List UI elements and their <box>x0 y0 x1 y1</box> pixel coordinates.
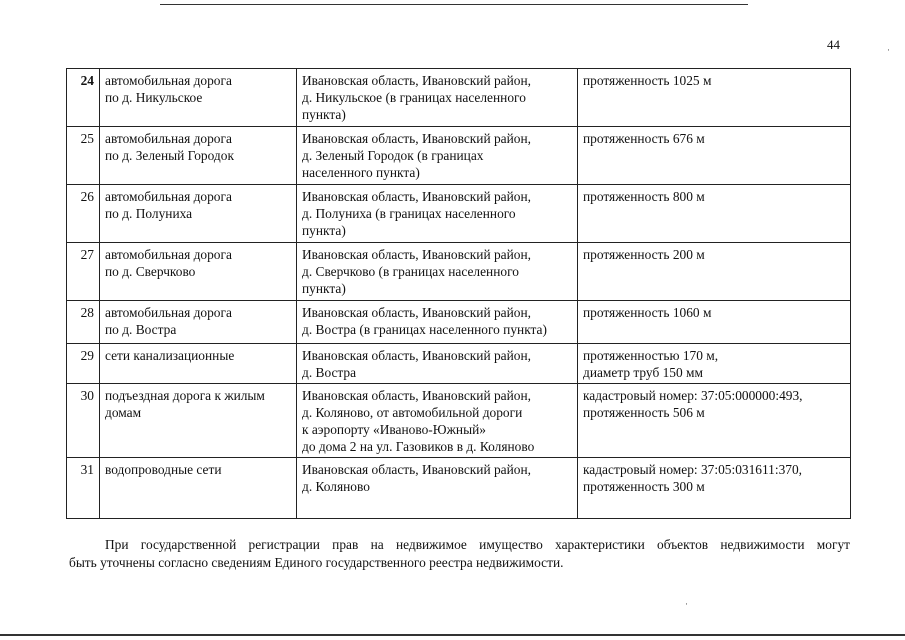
object-location-line: к аэропорту «Иваново-Южный» <box>302 422 486 437</box>
object-name-cell <box>100 69 297 127</box>
object-location-line: пункта) <box>302 281 346 296</box>
row-number: 25 <box>67 127 100 185</box>
footnote-line-1: При государственной регистрации прав на недвижимое имущество характеристики объектов недвижимости могут <box>105 537 850 552</box>
object-name-line: по д. Полуниха <box>105 206 193 221</box>
object-location-line: д. Сверчково (в границах населенного <box>302 264 519 279</box>
footnote-line-2: быть уточнены согласно сведениям Единого государственного реестра недвижимости. <box>69 555 564 570</box>
object-name-cell <box>100 458 297 519</box>
table-row <box>67 458 851 519</box>
object-name-cell <box>100 384 297 458</box>
object-location-line: пункта) <box>302 107 346 122</box>
table-row <box>67 127 851 185</box>
row-number: 29 <box>67 344 100 384</box>
object-location-line: до дома 2 на ул. Газовиков в д. Коляново <box>302 439 535 454</box>
object-location-cell <box>297 69 578 127</box>
bottom-rule <box>0 634 905 636</box>
object-characteristics-line: протяженность 506 м <box>583 405 705 420</box>
object-characteristics-cell <box>578 458 851 519</box>
object-location-line: Ивановская область, Ивановский район, <box>302 388 531 403</box>
object-name-cell <box>100 127 297 185</box>
object-characteristics-line: кадастровый номер: 37:05:000000:493, <box>583 388 803 403</box>
page-number: 44 <box>827 37 840 52</box>
object-characteristics-cell <box>578 185 851 243</box>
object-location-line: д. Коляново <box>302 479 370 494</box>
object-location-cell <box>297 344 578 384</box>
scan-speck: · <box>887 45 890 55</box>
object-name-cell <box>100 301 297 344</box>
object-name-line: автомобильная дорога <box>105 131 232 146</box>
object-location-line: д. Никульское (в границах населенного <box>302 90 526 105</box>
object-characteristics-line: протяженность 800 м <box>583 189 705 204</box>
table-row <box>67 185 851 243</box>
object-location-cell <box>297 384 578 458</box>
object-location-line: пункта) <box>302 223 346 238</box>
object-characteristics-cell <box>578 344 851 384</box>
object-name-line: сети канализационные <box>105 348 235 363</box>
object-location-line: Ивановская область, Ивановский район, <box>302 73 531 88</box>
footnote <box>69 536 850 572</box>
object-name-cell <box>100 185 297 243</box>
object-location-line: Ивановская область, Ивановский район, <box>302 131 531 146</box>
object-name-line: автомобильная дорога <box>105 189 232 204</box>
object-location-line: Ивановская область, Ивановский район, <box>302 348 531 363</box>
object-characteristics-line: протяженность 676 м <box>583 131 705 146</box>
row-number: 28 <box>67 301 100 344</box>
object-name-line: водопроводные сети <box>105 462 222 477</box>
object-characteristics-cell <box>578 243 851 301</box>
object-location-line: д. Полуниха (в границах населенного <box>302 206 516 221</box>
table-row <box>67 301 851 344</box>
table-row <box>67 243 851 301</box>
object-name-line: автомобильная дорога <box>105 73 232 88</box>
object-characteristics-cell <box>578 301 851 344</box>
object-name-line: автомобильная дорога <box>105 247 232 262</box>
object-name-line: по д. Сверчково <box>105 264 196 279</box>
objects-table <box>66 68 851 519</box>
object-name-line: домам <box>105 405 142 420</box>
object-name-line: по д. Никульское <box>105 90 203 105</box>
object-name-cell <box>100 344 297 384</box>
object-name-line: по д. Востра <box>105 322 177 337</box>
object-location-line: Ивановская область, Ивановский район, <box>302 305 531 320</box>
row-number: 31 <box>67 458 100 519</box>
top-rule <box>160 4 748 5</box>
object-location-cell <box>297 185 578 243</box>
table-row <box>67 69 851 127</box>
object-characteristics-cell <box>578 127 851 185</box>
row-number: 24 <box>67 69 100 127</box>
object-location-line: д. Коляново, от автомобильной дороги <box>302 405 523 420</box>
object-name-line: подъездная дорога к жилым <box>105 388 265 403</box>
row-number: 27 <box>67 243 100 301</box>
object-characteristics-line: протяженность 200 м <box>583 247 705 262</box>
object-characteristics-line: протяженность 1060 м <box>583 305 712 320</box>
object-characteristics-line: протяженность 1025 м <box>583 73 712 88</box>
object-location-cell <box>297 301 578 344</box>
object-location-line: Ивановская область, Ивановский район, <box>302 462 531 477</box>
object-name-cell <box>100 243 297 301</box>
object-location-line: населенного пункта) <box>302 165 420 180</box>
object-location-cell <box>297 458 578 519</box>
object-characteristics-cell <box>578 384 851 458</box>
objects-table-body <box>67 69 851 519</box>
object-characteristics-cell <box>578 69 851 127</box>
table-row <box>67 344 851 384</box>
object-characteristics-line: протяженность 300 м <box>583 479 705 494</box>
row-number: 26 <box>67 185 100 243</box>
row-number: 30 <box>67 384 100 458</box>
object-characteristics-line: кадастровый номер: 37:05:031611:370, <box>583 462 803 477</box>
table-row <box>67 384 851 458</box>
object-location-line: д. Востра <box>302 365 357 380</box>
object-characteristics-line: диаметр труб 150 мм <box>583 365 703 380</box>
object-name-line: автомобильная дорога <box>105 305 232 320</box>
object-characteristics-line: протяженностью 170 м, <box>583 348 719 363</box>
object-location-line: д. Зеленый Городок (в границах <box>302 148 484 163</box>
scan-speck: · <box>685 599 688 609</box>
object-name-line: по д. Зеленый Городок <box>105 148 234 163</box>
object-location-cell <box>297 127 578 185</box>
object-location-line: Ивановская область, Ивановский район, <box>302 247 531 262</box>
object-location-cell <box>297 243 578 301</box>
object-location-line: Ивановская область, Ивановский район, <box>302 189 531 204</box>
object-location-line: д. Востра (в границах населенного пункта) <box>302 322 547 337</box>
